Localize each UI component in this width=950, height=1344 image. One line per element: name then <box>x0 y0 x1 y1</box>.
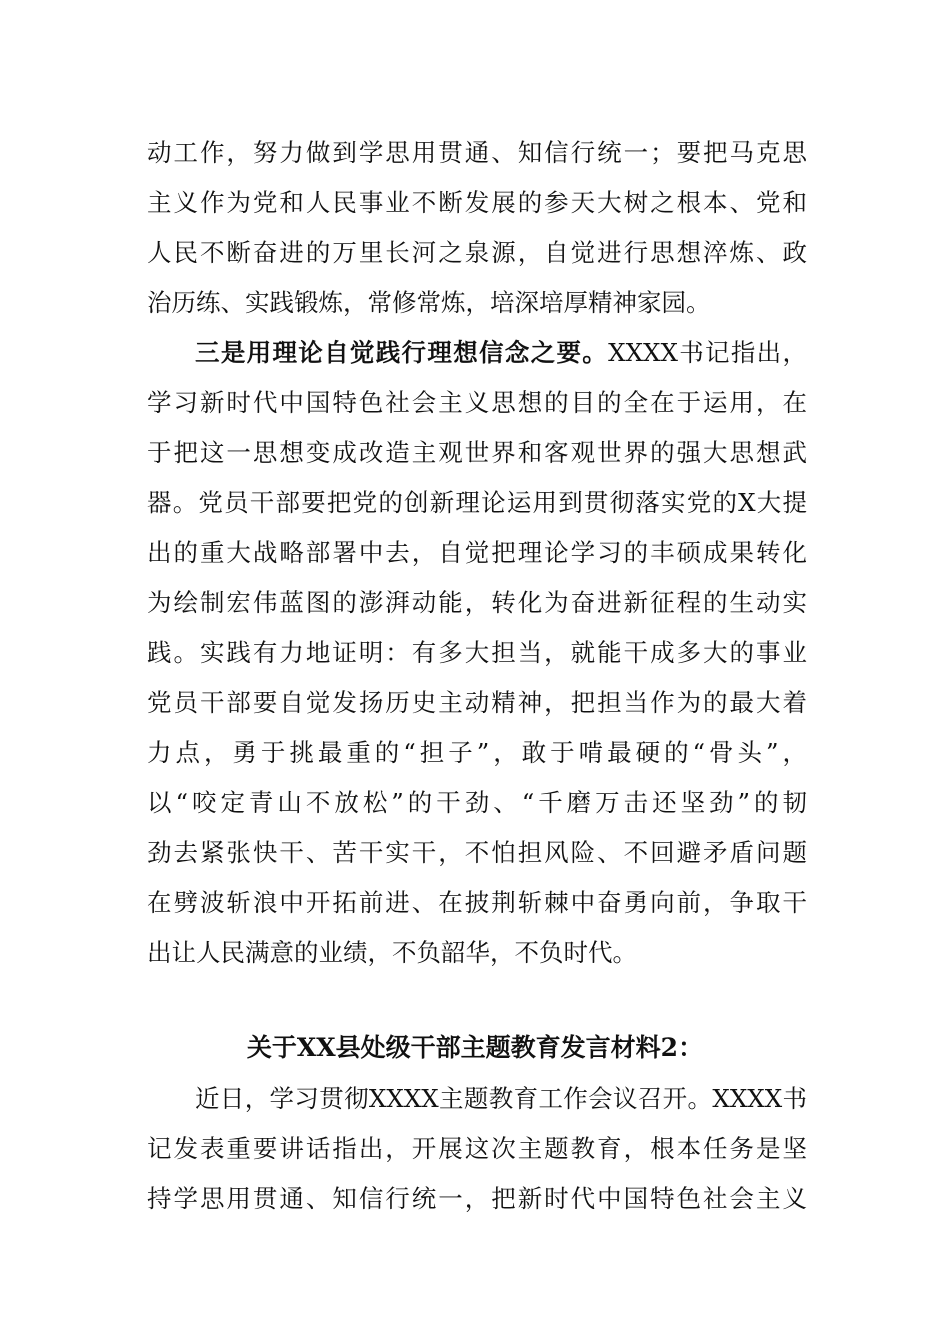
paragraph-line: 党员干部要自觉发扬历史主动精神，把担当作为的最大着 <box>147 688 807 717</box>
paragraph-line: 记发表重要讲话指出，开展这次主题教育，根本任务是坚 <box>147 1134 807 1163</box>
paragraph-line: 在劈波斩浪中开拓前进、在披荆斩棘中奋勇向前，争取干 <box>147 888 807 917</box>
paragraph-line: 持学思用贯通、知信行统一，把新时代中国特色社会主义 <box>147 1184 807 1213</box>
paragraph-line: 主义作为党和人民事业不断发展的参天大树之根本、党和 <box>147 188 807 217</box>
paragraph-line: 动工作，努力做到学思用贯通、知信行统一；要把马克思 <box>147 138 807 167</box>
paragraph-line: 劲去紧张快干、苦干实干，不怕担风险、不回避矛盾问题 <box>147 838 807 867</box>
paragraph-line: 践。实践有力地证明：有多大担当，就能干成多大的事业 <box>147 638 807 667</box>
paragraph-line: 为绘制宏伟蓝图的澎湃动能，转化为奋进新征程的生动实 <box>147 588 807 617</box>
paragraph-lead-rest: XXXX书记指出， <box>608 338 807 367</box>
paragraph-line: 治历练、实践锻炼，常修常炼，培深培厚精神家园。 <box>147 288 711 317</box>
paragraph-line: 近日，学习贯彻XXXX主题教育工作会议召开。XXXX书 <box>195 1084 807 1113</box>
paragraph-line: 出的重大战略部署中去，自觉把理论学习的丰硕成果转化 <box>147 538 807 567</box>
paragraph-line: 学习新时代中国特色社会主义思想的目的全在于运用，在 <box>147 388 807 417</box>
paragraph-line: 人民不断奋进的万里长河之泉源，自觉进行思想淬炼、政 <box>147 238 807 267</box>
paragraph-line: 力点，勇于挑最重的“担子”，敢于啃最硬的“骨头”， <box>147 738 807 767</box>
paragraph-lead-line <box>195 336 807 370</box>
paragraph-line: 出让人民满意的业绩，不负韶华，不负时代。 <box>147 938 637 967</box>
paragraph-line: 于把这一思想变成改造主观世界和客观世界的强大思想武 <box>147 438 807 467</box>
paragraph-lead-bold: 三是用理论自觉践行理想信念之要。 <box>195 338 609 367</box>
paragraph-line: 器。党员干部要把党的创新理论运用到贯彻落实党的X大提 <box>147 488 807 517</box>
section-heading: 关于XX县处级干部主题教育发言材料2： <box>246 1033 704 1062</box>
paragraph-line: 以“咬定青山不放松”的干劲、“千磨万击还坚劲”的韧 <box>147 788 807 817</box>
